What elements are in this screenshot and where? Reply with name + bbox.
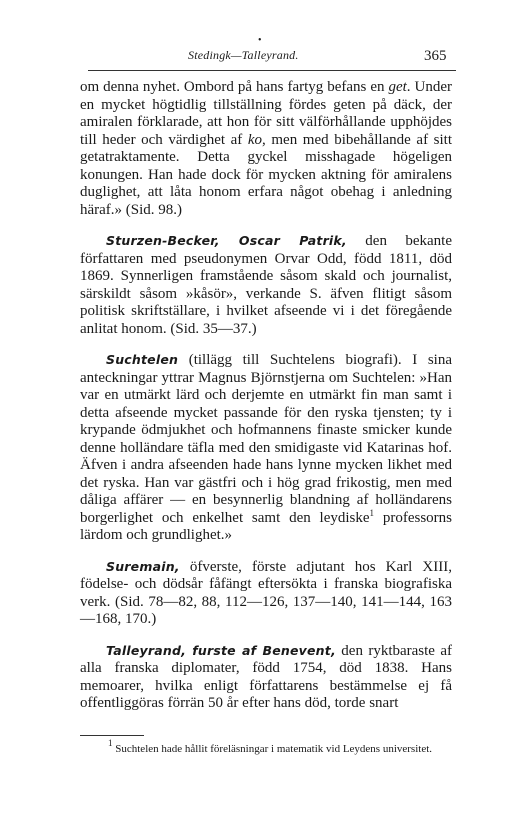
entry-name: Suremain, [106,558,180,574]
paragraph-continuation [80,79,452,219]
text-run: (tillägg till Suchtelens biografi). I sina anteckningar yttrar Magnus Björnstjerna om Suchtelen: »Han var en utmärkt lärd och derjemte en utmärkt fin man samt i detta afseende mycket passande för den ryska tjensten; ty i krypande ödmjukhet och hofmannens finaste smicker kunde denne holländare täfla med den smidigaste vid Katarinas hof. Äfven i andra afseenden hade hans lynne mycken likhet med det ryska. Han var gästfri och i hög grad frikostig, men med dåliga affärer — en besynnerlig blandning af holländarens borgerlighet och enkelhet samt den leydiske [80,352,452,526]
entry-suremain [80,558,452,629]
entry-sturzen-becker [80,232,452,338]
footnote [80,738,452,756]
entry-suchtelen [80,351,452,545]
text-run-italic: ko [247,131,263,148]
printer-mark: • [258,35,262,46]
text-run: , men med bibehållande af sitt getatraktamente. Detta gyckel misshagade högeligen konungen. Han hade dock för mycken aktning för amiralens duglighet, att låta honom erfara något obehag i anledning häraf.» (Sid. 98.) [80,131,453,218]
footnote-rule [80,735,144,736]
text-run: öfverste, förste adjutant hos Karl XIII, födelse- och dödsår fåfängt eftersökta i franska biografiska verk. (Sid. 78—82, 88, 112—126, 137—140, 141—144, 163—168, 170.) [80,558,452,627]
page-number: 365 [424,48,447,64]
text-run: den bekante författaren med pseudonymen Orvar Odd, född 1811, död 1869. Synnerligen framstående såsom skald och journalist, särskildt såsom »kåsör», verkande S. äfven flitigt såsom politisk skriftställare, i hvilket afseende vi i det föregående anlitat honom. (Sid. 35—37.) [80,233,452,337]
footnote-reference: 1 [369,507,375,518]
text-run: professorns lärdom och grundlighet.» [80,509,452,543]
entry-talleyrand [80,642,452,713]
body-text [80,79,452,726]
footnote-marker: 1 [108,738,113,748]
entry-name: Sturzen-Becker, Oscar Patrik, [106,233,347,248]
running-head: Stedingk—Talleyrand. [188,48,299,62]
footnote-text: Suchtelen hade hållit föreläsningar i matematik vid Leydens universitet. [112,743,433,755]
entry-name: Talleyrand, furste af Benevent, [106,642,336,658]
entry-name: Suchtelen [106,352,179,367]
text-run: . Under en mycket högtidlig tillställning fördes geten på däck, der amiralen förklarade, att hon för sitt välförhållande upphöjdes till heder och värdighet af [80,79,452,148]
header-rule [88,70,456,71]
text-run-italic: get [388,79,407,95]
text-run: om denna nyhet. Ombord på hans fartyg befans en [80,79,389,95]
text-run: den ryktbaraste af alla franska diplomater, född 1754, död 1838. Hans memoarer, hvilka enligt författarens bestämmelse ej få offentliggöras förrän 50 år efter hans död, torde snart [80,642,452,711]
